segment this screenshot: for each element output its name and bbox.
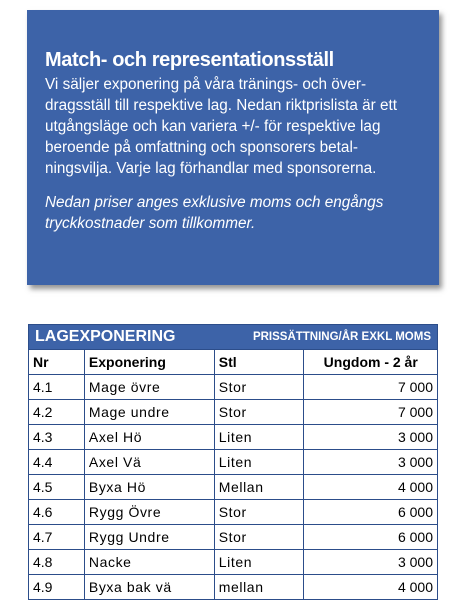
cell-stl: Liten xyxy=(214,425,304,450)
column-header-price: Ungdom - 2 år xyxy=(304,350,438,375)
table-banner xyxy=(29,325,438,350)
cell-price: 6 000 xyxy=(304,500,438,525)
table-row xyxy=(29,575,438,600)
cell-price: 7 000 xyxy=(304,400,438,425)
cell-stl: mellan xyxy=(214,575,304,600)
table-banner-title: LAGEXPONERING xyxy=(29,325,215,350)
column-header-stl: Stl xyxy=(214,350,304,375)
cell-nr: 4.4 xyxy=(29,450,85,475)
cell-price: 3 000 xyxy=(304,425,438,450)
info-box xyxy=(27,10,439,285)
cell-price: 3 000 xyxy=(304,450,438,475)
cell-exponering: Rygg Undre xyxy=(84,525,214,550)
table-row xyxy=(29,375,438,400)
cell-stl: Stor xyxy=(214,400,304,425)
cell-exponering: Byxa Hö xyxy=(84,475,214,500)
cell-nr: 4.5 xyxy=(29,475,85,500)
cell-exponering: Rygg Övre xyxy=(84,500,214,525)
info-box-title: Match- och representationsställ xyxy=(45,49,334,71)
info-box-note: Nedan priser anges exklusive moms och engångs tryckkostnader som tillkommer. xyxy=(45,194,384,232)
cell-nr: 4.2 xyxy=(29,400,85,425)
cell-nr: 4.3 xyxy=(29,425,85,450)
table-row xyxy=(29,425,438,450)
table-row xyxy=(29,400,438,425)
cell-price: 6 000 xyxy=(304,525,438,550)
cell-exponering: Axel Vä xyxy=(84,450,214,475)
table-row xyxy=(29,550,438,575)
cell-stl: Liten xyxy=(214,450,304,475)
cell-nr: 4.1 xyxy=(29,375,85,400)
info-box-paragraph: Vi säljer exponering på våra tränings- och över-dragsställ till respektive lag. Nedan riktprislista är ett utgångsläge och kan variera +/- för respektive lag beroende på omfattning och sponsorers betal-ningsvilja. Varje lag förhandlar med sponsorerna. xyxy=(45,76,397,177)
table-row xyxy=(29,500,438,525)
cell-exponering: Byxa bak vä xyxy=(84,575,214,600)
cell-exponering: Mage övre xyxy=(84,375,214,400)
cell-price: 4 000 xyxy=(304,475,438,500)
table-row xyxy=(29,475,438,500)
cell-nr: 4.8 xyxy=(29,550,85,575)
cell-stl: Stor xyxy=(214,375,304,400)
cell-price: 7 000 xyxy=(304,375,438,400)
cell-nr: 4.9 xyxy=(29,575,85,600)
table-header-row xyxy=(29,350,438,375)
cell-exponering: Nacke xyxy=(84,550,214,575)
table-row xyxy=(29,525,438,550)
cell-exponering: Mage undre xyxy=(84,400,214,425)
pricing-table xyxy=(28,324,438,600)
cell-price: 3 000 xyxy=(304,550,438,575)
cell-stl: Stor xyxy=(214,525,304,550)
cell-nr: 4.7 xyxy=(29,525,85,550)
cell-nr: 4.6 xyxy=(29,500,85,525)
cell-stl: Stor xyxy=(214,500,304,525)
table-row xyxy=(29,450,438,475)
cell-stl: Mellan xyxy=(214,475,304,500)
column-header-exponering: Exponering xyxy=(84,350,214,375)
cell-price: 4 000 xyxy=(304,575,438,600)
table-banner-subtitle: PRISSÄTTNING/ÅR EXKL MOMS xyxy=(214,325,437,350)
cell-exponering: Axel Hö xyxy=(84,425,214,450)
cell-stl: Liten xyxy=(214,550,304,575)
column-header-nr: Nr xyxy=(29,350,85,375)
